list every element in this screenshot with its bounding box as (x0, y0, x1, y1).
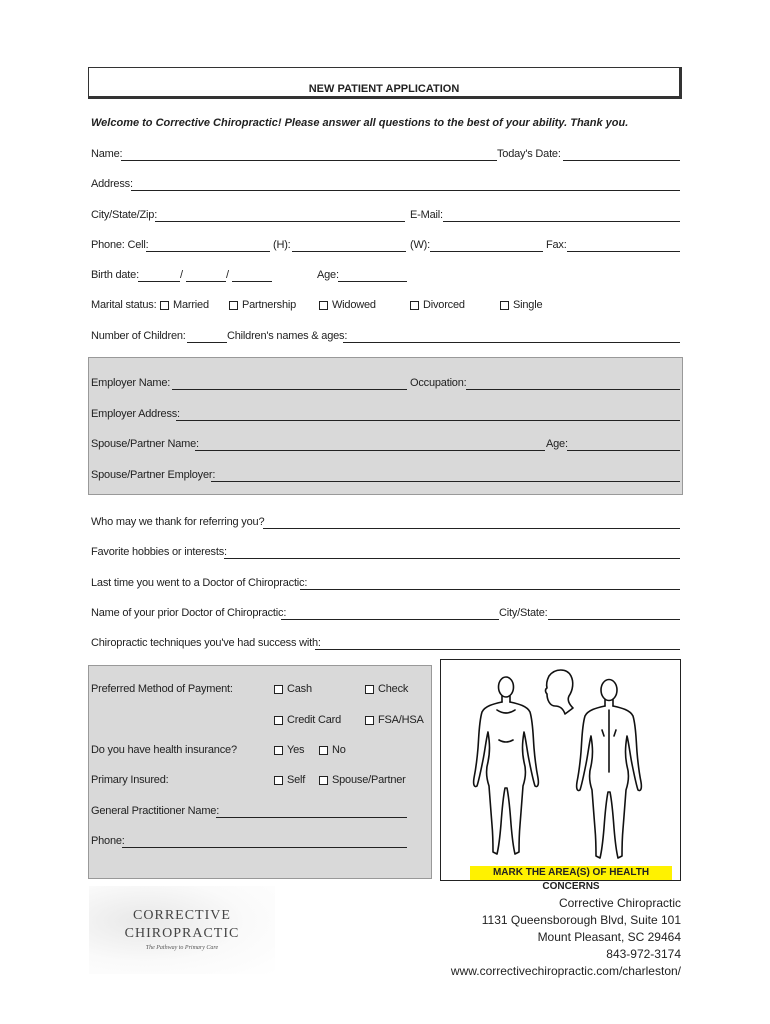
todays-date-field[interactable] (563, 160, 680, 161)
checkbox-icon (319, 746, 328, 755)
employer-address-label: Employer Address: (91, 408, 180, 420)
checkbox-icon (274, 716, 283, 725)
checkbox-icon (410, 301, 419, 310)
body-chart[interactable] (440, 659, 681, 881)
birth-date-label: Birth date: (91, 269, 139, 281)
checkbox-icon (319, 301, 328, 310)
prior-doctor-field[interactable] (281, 619, 499, 620)
employer-name-field[interactable] (172, 389, 407, 390)
payment-fsa-hsa-checkbox[interactable] (365, 714, 424, 726)
checkbox-icon (500, 301, 509, 310)
gp-name-field[interactable] (216, 817, 407, 818)
checkbox-icon (160, 301, 169, 310)
fax-label: Fax: (546, 239, 567, 251)
marital-divorced-label: Divorced (423, 299, 465, 311)
gp-name-label: General Practitioner Name: (91, 805, 220, 817)
birth-day-field[interactable] (186, 281, 226, 282)
marital-divorced-checkbox[interactable] (410, 299, 465, 311)
insured-self-checkbox[interactable] (274, 774, 305, 786)
payment-cash-label: Cash (287, 683, 312, 695)
insurance-yes-label: Yes (287, 744, 305, 756)
spouse-age-field[interactable] (567, 450, 680, 451)
preferred-method-label: Preferred Method of Payment: (91, 683, 233, 695)
checkbox-icon (274, 746, 283, 755)
phone-w-field[interactable] (430, 251, 543, 252)
insured-spouse-checkbox[interactable] (319, 774, 406, 786)
form-title-box (88, 67, 682, 99)
contact-phone: 843-972-3174 (606, 947, 681, 961)
phone-h-field[interactable] (292, 251, 406, 252)
form-title: NEW PATIENT APPLICATION (308, 83, 460, 95)
head-profile-figure (546, 670, 574, 714)
insured-spouse-label: Spouse/Partner (332, 774, 406, 786)
front-body-figure (474, 677, 539, 854)
primary-insured-label: Primary Insured: (91, 774, 169, 786)
insured-self-label: Self (287, 774, 306, 786)
name-label: Name: (91, 148, 123, 160)
spouse-employer-field[interactable] (211, 481, 680, 482)
marital-partnership-checkbox[interactable] (229, 299, 296, 311)
referral-field[interactable] (263, 528, 680, 529)
fax-field[interactable] (567, 251, 680, 252)
logo-tagline: The Pathway to Primary Care (145, 945, 219, 951)
email-field[interactable] (443, 221, 680, 222)
checkbox-icon (274, 685, 283, 694)
city-state-zip-label: City/State/Zip: (91, 209, 158, 221)
logo-line-1: CORRECTIVE (133, 908, 231, 923)
contact-website[interactable]: www.correctivechiropractic.com/charleston/ (450, 964, 681, 978)
spouse-age-label: Age: (546, 438, 568, 450)
city-state-zip-field[interactable] (155, 221, 405, 222)
occupation-label: Occupation: (410, 377, 467, 389)
insurance-yes-checkbox[interactable] (274, 744, 304, 756)
gp-phone-label: Phone: (91, 835, 125, 847)
name-field[interactable] (121, 160, 497, 161)
num-children-label: Number of Children: (91, 330, 186, 342)
marital-widowed-checkbox[interactable] (319, 299, 376, 311)
referral-label: Who may we thank for referring you? (91, 516, 265, 528)
last-visit-label: Last time you went to a Doctor of Chiropractic: (91, 577, 308, 589)
hobbies-label: Favorite hobbies or interests: (91, 546, 227, 558)
marital-widowed-label: Widowed (332, 299, 376, 311)
address-field[interactable] (131, 190, 680, 191)
prior-doctor-label: Name of your prior Doctor of Chiropractic: (91, 607, 287, 619)
birth-month-field[interactable] (138, 281, 180, 282)
marital-status-label: Marital status: (91, 299, 157, 311)
clinic-logo (89, 886, 275, 974)
marital-married-label: Married (173, 299, 209, 311)
phone-h-label: (H): (273, 239, 291, 251)
insurance-no-checkbox[interactable] (319, 744, 346, 756)
last-visit-field[interactable] (300, 589, 680, 590)
marital-single-checkbox[interactable] (500, 299, 542, 311)
phone-cell-field[interactable] (146, 251, 270, 252)
back-body-figure (577, 680, 642, 859)
phone-cell-label: Phone: Cell: (91, 239, 149, 251)
employer-name-label: Employer Name: (91, 377, 171, 389)
employer-address-field[interactable] (176, 420, 680, 421)
prior-city-state-field[interactable] (548, 619, 680, 620)
address-label: Address: (91, 178, 133, 190)
checkbox-icon (365, 716, 374, 725)
children-names-label: Children's names & ages: (227, 330, 348, 342)
contact-city: Mount Pleasant, SC 29464 (537, 930, 681, 944)
checkbox-icon (274, 776, 283, 785)
logo-line-2: CHIROPRACTIC (124, 926, 240, 941)
age-label: Age: (317, 269, 339, 281)
birth-year-field[interactable] (232, 281, 272, 282)
spouse-name-label: Spouse/Partner Name: (91, 438, 199, 450)
email-label: E-Mail: (410, 209, 443, 221)
checkbox-icon (229, 301, 238, 310)
payment-credit-card-label: Credit Card (287, 714, 342, 726)
contact-name: Corrective Chiropractic (558, 896, 681, 910)
marital-married-checkbox[interactable] (160, 299, 209, 311)
body-chart-caption: MARK THE AREA(S) OF HEALTH CONCERNS (470, 866, 672, 880)
checkbox-icon (319, 776, 328, 785)
checkbox-icon (365, 685, 374, 694)
payment-credit-card-checkbox[interactable] (274, 714, 341, 726)
todays-date-label: Today's Date: (497, 148, 561, 160)
birth-slash-2: / (226, 269, 229, 281)
children-names-field[interactable] (343, 342, 680, 343)
marital-single-label: Single (513, 299, 543, 311)
spouse-employer-label: Spouse/Partner Employer: (91, 469, 216, 481)
contact-street: 1131 Queensborough Blvd, Suite 101 (481, 913, 681, 927)
occupation-field[interactable] (466, 389, 680, 390)
prior-city-state-label: City/State: (499, 607, 548, 619)
hobbies-field[interactable] (224, 558, 680, 559)
payment-cash-checkbox[interactable] (274, 683, 312, 695)
techniques-label: Chiropractic techniques you've had success with: (91, 637, 321, 649)
gp-phone-field[interactable] (122, 847, 407, 848)
birth-slash-1: / (180, 269, 183, 281)
num-children-field[interactable] (187, 342, 227, 343)
body-outline-figures[interactable] (441, 660, 680, 880)
insurance-no-label: No (332, 744, 346, 756)
techniques-field[interactable] (315, 649, 680, 650)
spouse-name-field[interactable] (195, 450, 545, 451)
health-insurance-label: Do you have health insurance? (91, 744, 237, 756)
marital-partnership-label: Partnership (242, 299, 297, 311)
age-field[interactable] (338, 281, 407, 282)
welcome-text: Welcome to Corrective Chiropractic! Please answer all questions to the best of your ability. Thank you. (91, 117, 629, 129)
payment-check-label: Check (378, 683, 409, 695)
phone-w-label: (W): (410, 239, 430, 251)
payment-check-checkbox[interactable] (365, 683, 408, 695)
payment-fsa-hsa-label: FSA/HSA (378, 714, 424, 726)
